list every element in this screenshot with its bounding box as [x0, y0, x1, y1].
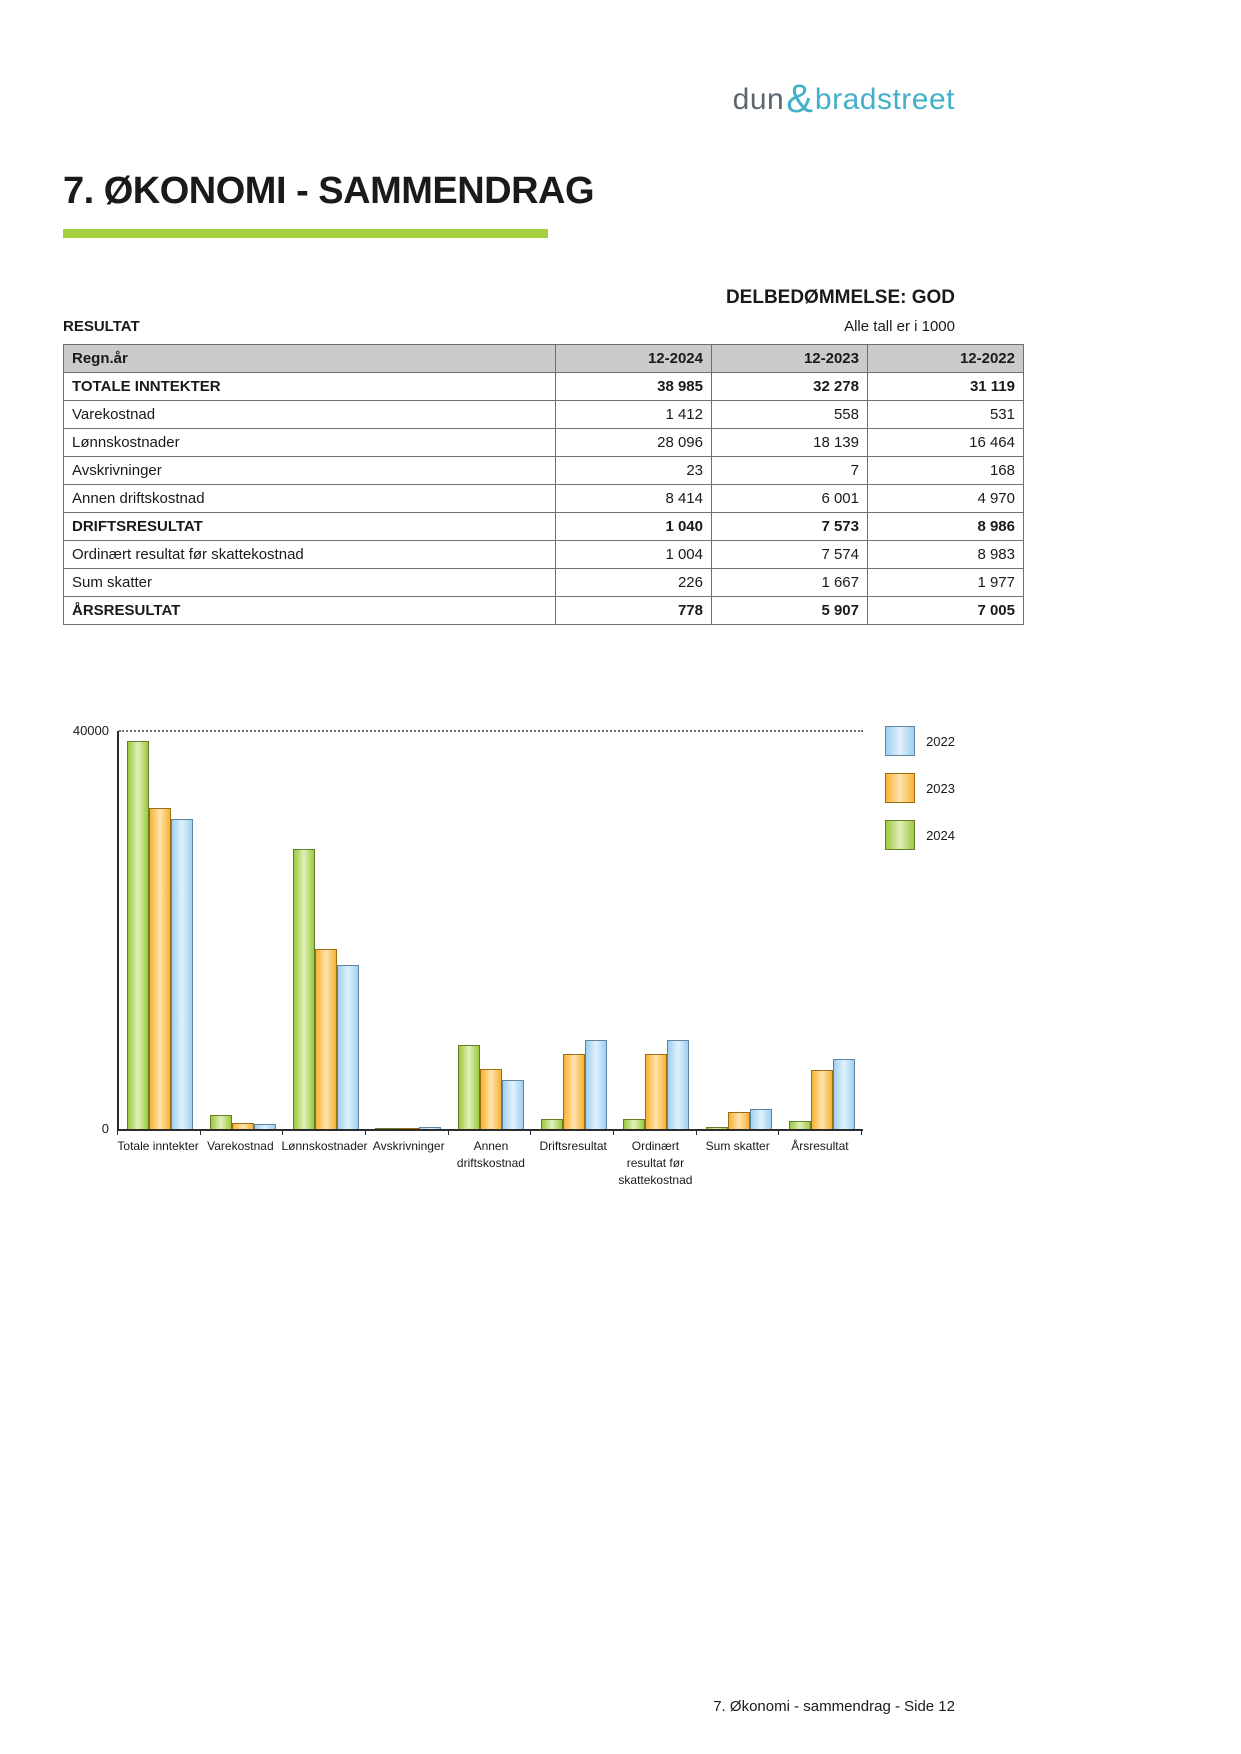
- assessment-heading: DELBEDØMMELSE: GOD: [725, 287, 955, 308]
- bar-2022: [667, 1040, 689, 1129]
- bar-2023: [563, 1054, 585, 1129]
- x-axis-tick: [117, 1129, 200, 1135]
- row-value: 8 983: [868, 541, 1024, 569]
- legend-swatch-2023: [885, 773, 915, 803]
- bar-2024: [293, 849, 315, 1129]
- page-footer: 7. Økonomi - sammendrag - Side 12: [713, 1698, 955, 1715]
- bar-group: [698, 731, 781, 1129]
- bar-2024: [127, 741, 149, 1129]
- bar-group: [450, 731, 533, 1129]
- row-label: DRIFTSRESULTAT: [64, 513, 556, 541]
- row-value: 7 005: [868, 597, 1024, 625]
- table-row: [64, 485, 1024, 513]
- row-value: 8 414: [556, 485, 712, 513]
- row-value: 7 573: [712, 513, 868, 541]
- table-row: [64, 513, 1024, 541]
- table-row: [64, 457, 1024, 485]
- row-label: Ordinært resultat før skattekostnad: [64, 541, 556, 569]
- category-label: Lønnskostnader: [281, 1139, 368, 1153]
- row-value: 168: [868, 457, 1024, 485]
- category-label: Varekostnad: [207, 1139, 274, 1153]
- row-value: 1 004: [556, 541, 712, 569]
- legend-item: [885, 726, 955, 756]
- table-header-row: [64, 345, 1024, 373]
- bar-2023: [480, 1069, 502, 1129]
- category-label: Driftsresultat: [539, 1139, 607, 1153]
- row-value: 226: [556, 569, 712, 597]
- bar-2023: [811, 1070, 833, 1129]
- column-header: 12-2022: [868, 345, 1024, 373]
- x-axis-tick: [696, 1129, 779, 1135]
- legend-label: 2022: [926, 733, 955, 749]
- y-axis-tick-0: 0: [101, 1120, 109, 1136]
- row-value: 31 119: [868, 373, 1024, 401]
- row-value: 531: [868, 401, 1024, 429]
- table-row: [64, 541, 1024, 569]
- x-axis-tick: [365, 1129, 448, 1135]
- table-row: [64, 401, 1024, 429]
- x-axis-ticks: [117, 1129, 862, 1135]
- legend-swatch-2024: [885, 820, 915, 850]
- legend-label: 2023: [926, 780, 955, 796]
- bar-group: [119, 731, 202, 1129]
- bar-2022: [750, 1109, 772, 1129]
- bar-2024: [623, 1119, 645, 1129]
- category-label: Totale inntekter: [117, 1139, 199, 1153]
- chart-legend: [885, 726, 955, 867]
- y-axis-tick-40000: 40000: [72, 722, 109, 738]
- row-value: 38 985: [556, 373, 712, 401]
- table-row: [64, 429, 1024, 457]
- page-title: 7. ØKONOMI - SAMMENDRAG: [63, 170, 595, 212]
- table-row: [64, 373, 1024, 401]
- bar-2022: [337, 965, 359, 1129]
- row-label: Lønnskostnader: [64, 429, 556, 457]
- bar-2023: [645, 1054, 667, 1129]
- row-value: 1 412: [556, 401, 712, 429]
- column-header: 12-2023: [712, 345, 868, 373]
- category-label: Annen driftskostnad: [456, 1139, 525, 1170]
- bar-group: [367, 731, 450, 1129]
- row-value: 7 574: [712, 541, 868, 569]
- row-value: 32 278: [712, 373, 868, 401]
- legend-label: 2024: [926, 827, 955, 843]
- bar-2022: [502, 1080, 524, 1129]
- logo-text-bradstreet: bradstreet: [814, 83, 955, 116]
- x-axis-tick: [200, 1129, 283, 1135]
- row-label: Avskrivninger: [64, 457, 556, 485]
- legend-swatch-2022: [885, 726, 915, 756]
- category-label: Årsresultat: [791, 1139, 849, 1153]
- table-meta-row: [63, 318, 955, 335]
- bar-2022: [171, 819, 193, 1129]
- row-value: 28 096: [556, 429, 712, 457]
- bar-group: [284, 731, 367, 1129]
- bar-2024: [458, 1045, 480, 1129]
- row-value: 23: [556, 457, 712, 485]
- logo-text-dun: dun: [732, 83, 785, 116]
- bar-2024: [789, 1121, 811, 1129]
- bar-chart: [63, 722, 955, 1202]
- category-label: Sum skatter: [705, 1139, 770, 1153]
- section-label: RESULTAT: [63, 318, 140, 335]
- x-axis-tick: [613, 1129, 696, 1135]
- dnb-logo: [733, 74, 955, 119]
- chart-plot-area: [117, 731, 863, 1131]
- bar-2024: [541, 1119, 563, 1129]
- row-value: 7: [712, 457, 868, 485]
- bar-2023: [149, 808, 171, 1129]
- bar-group: [615, 731, 698, 1129]
- row-value: 1 977: [868, 569, 1024, 597]
- x-axis-tick: [530, 1129, 613, 1135]
- bar-2022: [833, 1059, 855, 1129]
- logo-ampersand-icon: &: [786, 77, 813, 121]
- table-row: [64, 597, 1024, 625]
- row-value: 1 040: [556, 513, 712, 541]
- column-header: 12-2024: [556, 345, 712, 373]
- units-note: Alle tall er i 1000: [844, 318, 955, 335]
- column-header: Regn.år: [64, 345, 556, 373]
- x-axis-tick: [448, 1129, 531, 1135]
- row-label: ÅRSRESULTAT: [64, 597, 556, 625]
- row-label: TOTALE INNTEKTER: [64, 373, 556, 401]
- row-value: 8 986: [868, 513, 1024, 541]
- category-label: Ordinært resultat før skattekostnad: [618, 1139, 693, 1187]
- bar-2023: [315, 949, 337, 1129]
- row-value: 1 667: [712, 569, 868, 597]
- row-label: Varekostnad: [64, 401, 556, 429]
- category-label: Avskrivninger: [372, 1139, 445, 1153]
- row-label: Sum skatter: [64, 569, 556, 597]
- x-axis-tick: [282, 1129, 365, 1135]
- row-value: 6 001: [712, 485, 868, 513]
- bar-group: [202, 731, 285, 1129]
- bars-container: [119, 731, 863, 1129]
- row-value: 5 907: [712, 597, 868, 625]
- bar-2023: [728, 1112, 750, 1129]
- row-label: Annen driftskostnad: [64, 485, 556, 513]
- result-table: [63, 344, 1024, 625]
- row-value: 16 464: [868, 429, 1024, 457]
- x-axis-tick: [778, 1129, 861, 1135]
- row-value: 778: [556, 597, 712, 625]
- row-value: 18 139: [712, 429, 868, 457]
- legend-item: [885, 773, 955, 803]
- bar-group: [532, 731, 615, 1129]
- row-value: 4 970: [868, 485, 1024, 513]
- bar-2024: [210, 1115, 232, 1129]
- x-axis-labels: [117, 1138, 861, 1188]
- bar-group: [780, 731, 863, 1129]
- legend-item: [885, 820, 955, 850]
- table-row: [64, 569, 1024, 597]
- row-value: 558: [712, 401, 868, 429]
- title-underline: [63, 229, 548, 238]
- bar-2022: [585, 1040, 607, 1129]
